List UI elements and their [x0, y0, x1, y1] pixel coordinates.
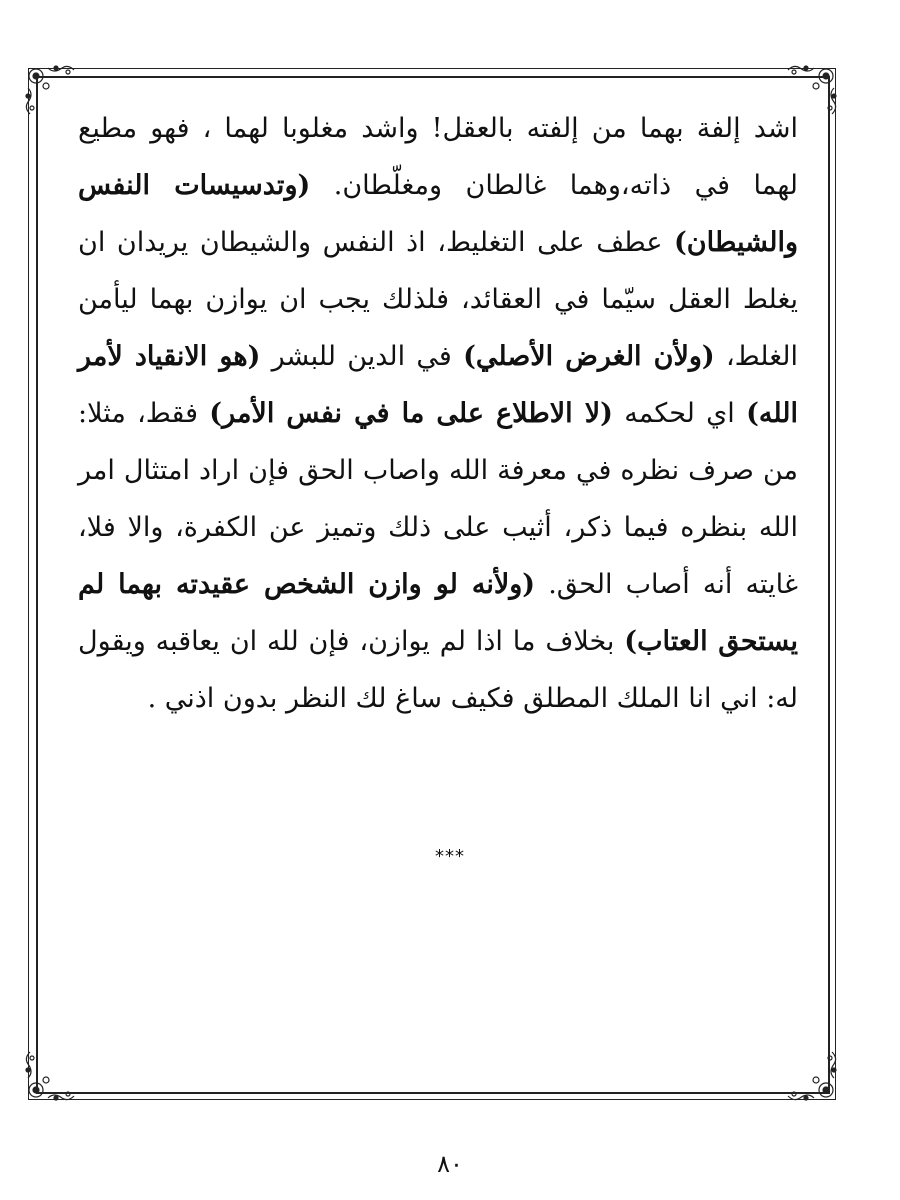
text-segment: في الدين للبشر [260, 341, 452, 372]
body-text [78, 100, 798, 727]
section-separator: *** [435, 846, 465, 867]
bold-segment: (ولأن الغرض الأصلي) [463, 341, 715, 372]
bold-segment: (ولأنه لو وازن الشخص عقيدته بهما لم يستحق العتاب) [78, 569, 799, 657]
text-segment: اي لحكمه [612, 398, 735, 429]
text-segment: فقط، مثلا: من صرف نظره في معرفة الله واصاب الحق فإن اراد امتثال امر الله بنظره فيما ذكر، أثيب على ذلك وتميز عن الكفرة، والا فلا، غايته أنه أصاب الحق. [78, 398, 798, 600]
text-segment: اشد إلفة بهما من إلفته بالعقل! واشد مغلوبا لهما ، فهو مطيع لهما في ذاته،وهما غالطان ومغلّطان. [78, 113, 798, 201]
text-segment: عطف على التغليط، اذ النفس والشيطان يريدان ان يغلط العقل سيّما في العقائد، فلذلك يجب ان يوازن بهما ليأمن الغلط، [78, 227, 798, 372]
body-paragraph [78, 100, 798, 727]
bold-segment: (لا الاطلاع على ما في نفس الأمر) [209, 398, 613, 429]
page-number: ٨٠ [437, 1150, 463, 1178]
text-segment: بخلاف ما اذا لم يوازن، فإن لله ان يعاقبه ويقول له: اني انا الملك المطلق فكيف ساغ لك النظر بدون اذني . [78, 626, 798, 714]
bold-segment: (وتدسيسات النفس والشيطان) [78, 170, 798, 258]
bold-segment: (هو الانقياد لأمر الله) [78, 341, 798, 429]
